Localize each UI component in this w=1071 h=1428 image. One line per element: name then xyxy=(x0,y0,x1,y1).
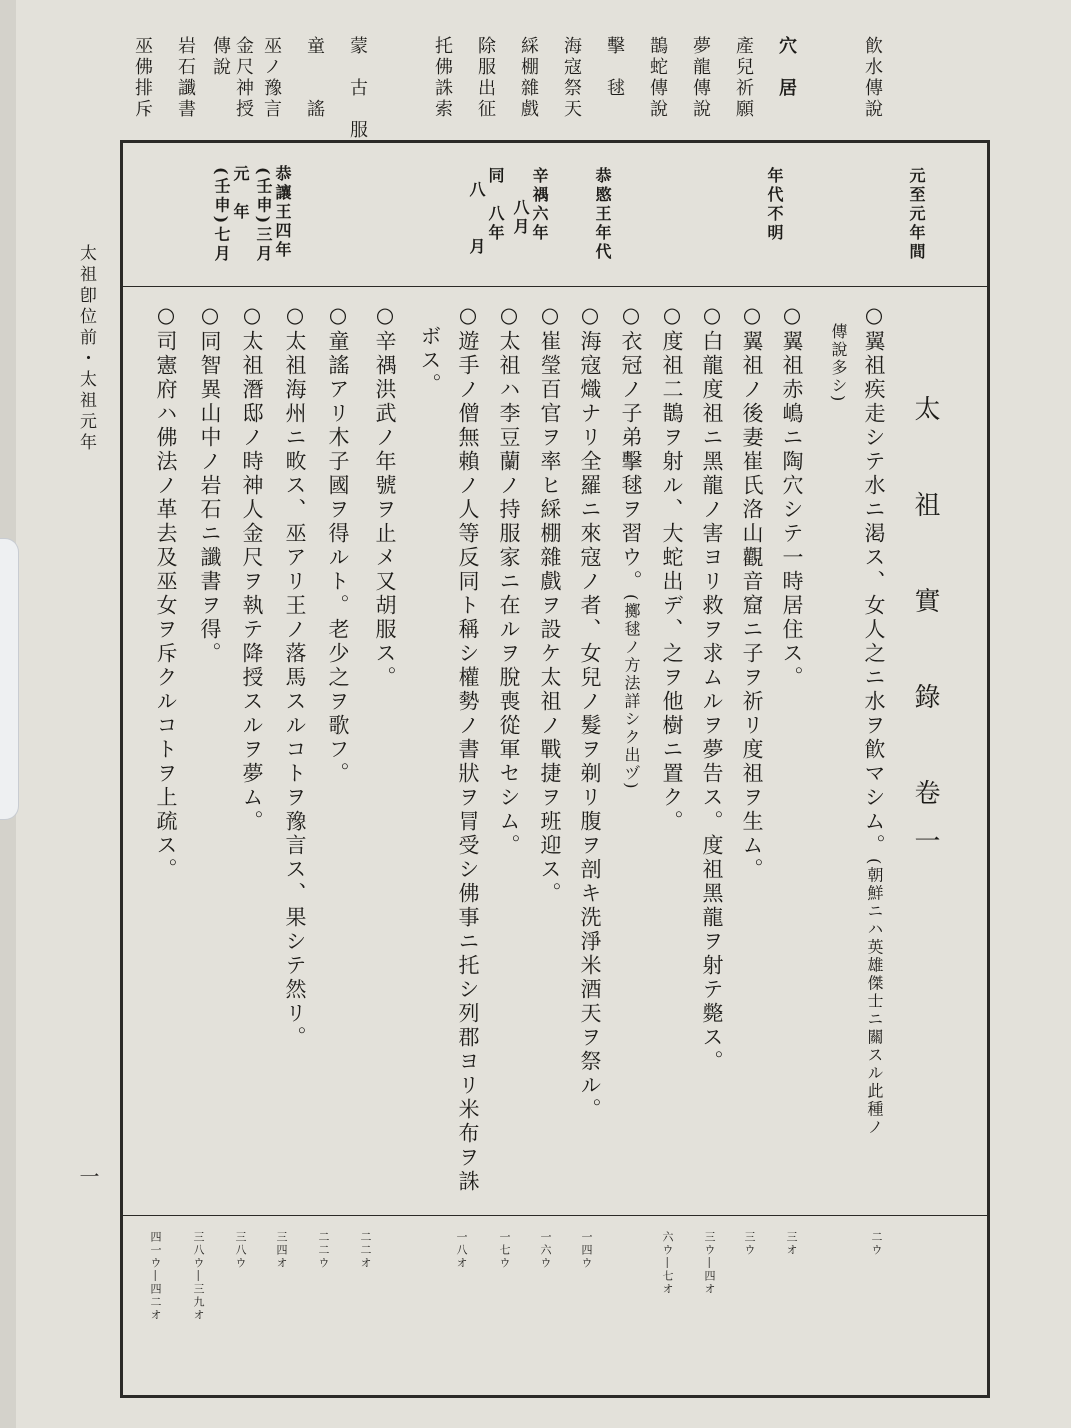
topic-item: 傳說 xyxy=(210,36,231,78)
era-sub-label: (壬申)三月 xyxy=(254,167,273,265)
topic-item: 蒙 古 服 xyxy=(347,36,368,141)
topic-item: 產兒祈願 xyxy=(733,36,754,120)
chapter-title: 太 祖 實 錄 卷一 xyxy=(910,395,940,875)
topic-item: 綵棚雜戲 xyxy=(518,36,539,120)
folio-ref: 一七ウ xyxy=(498,1231,511,1270)
folio-ref: 一四ウ xyxy=(580,1231,593,1270)
folio-ref: 六ウ―七オ xyxy=(661,1231,674,1296)
topic-item: 巫佛排斥 xyxy=(132,36,153,120)
folio-ref: 四一ウ―四二オ xyxy=(149,1231,162,1322)
topic-item: 穴 居 xyxy=(776,36,797,99)
folio-ref: 二二オ xyxy=(359,1231,372,1270)
topic-item: 飮水傳說 xyxy=(862,36,883,120)
topic-item: 鵲蛇傳說 xyxy=(647,36,668,120)
entry-line: ○翼祖赤嶋ニ陶穴シテ一時居住ス。 xyxy=(780,303,804,690)
page-number: 一 xyxy=(76,1166,100,1186)
era-label: 辛禑六年 xyxy=(530,167,549,243)
entry-line: ○翼祖疾走シテ水ニ渇ス、女人之ニ水ヲ飮マシム。(朝鮮ニハ英雄傑士ニ關スル此種ノ xyxy=(862,303,886,1137)
entry-line: ○童謠アリ木子國ヲ得ルト。老少之ヲ歌フ。 xyxy=(326,303,350,786)
era-label: 恭愍王年代 xyxy=(593,167,612,262)
folio-ref: 三ウ xyxy=(743,1231,756,1257)
era-label: 元 年 xyxy=(231,165,250,222)
main-frame xyxy=(120,140,990,1398)
entry-line: ○崔瑩百官ヲ率ヒ綵棚雜戲ヲ設ケ太祖ノ戰捷ヲ班迎ス。 xyxy=(538,303,562,906)
running-head: 太祖卽位前・太祖元年 xyxy=(76,244,96,454)
bookmark-tab xyxy=(0,538,19,820)
entry-note: (擲毬ノ方法詳シク出ヅ) xyxy=(622,594,641,791)
entry-line: ○翼祖ノ後妻崔氏洛山觀音窟ニ子ヲ祈リ度祖ヲ生ム。 xyxy=(740,303,764,882)
era-label: 元至元年間 xyxy=(907,167,926,262)
folio-ref: 二ウ xyxy=(870,1231,883,1257)
topic-item: 金尺神授 xyxy=(233,36,254,120)
entry-line: ○海寇熾ナリ全羅ニ來寇ノ者、女兒ノ髮ヲ剃リ腹ヲ剖キ洗淨米酒天ヲ祭ル。 xyxy=(578,303,602,1122)
entry-note-continuation: 傳說多シ) xyxy=(829,323,848,404)
folio-ref: 三四オ xyxy=(275,1231,288,1270)
era-sub-label: 八 月 xyxy=(467,181,486,257)
topic-item: 童 謠 xyxy=(304,36,325,120)
entry-line: ○白龍度祖ニ黑龍ノ害ヨリ救ヲ求ムルヲ夢告ス。度祖黑龍ヲ射テ斃ス。 xyxy=(700,303,724,1074)
divider-bottom xyxy=(123,1215,987,1216)
entry-line: ○遊手ノ僧無賴ノ人等反同ト稱シ權勢ノ書狀ヲ冐受シ佛事ニ托シ列郡ヨリ米布ヲ誅 xyxy=(456,303,480,1194)
era-label: 恭讓王四年 xyxy=(273,165,292,260)
topic-item: 巫ノ豫言 xyxy=(261,36,282,120)
folio-ref: 一八オ xyxy=(455,1231,468,1270)
entry-line: ○度祖二鵲ヲ射ル、大蛇出デ、之ヲ他樹ニ置ク。 xyxy=(660,303,684,834)
entry-line: ○辛禑洪武ノ年號ヲ止メ又胡服ス。 xyxy=(373,303,397,690)
topic-item: 除服出征 xyxy=(475,36,496,120)
folio-ref: 三八ウ―三九オ xyxy=(192,1231,205,1322)
folio-ref: 三オ xyxy=(785,1231,798,1257)
entry-line: ○同智異山中ノ岩石ニ讖書ヲ得。 xyxy=(198,303,222,666)
entry-line: ○太祖潛邸ノ時神人金尺ヲ執テ降授スルヲ夢ム。 xyxy=(240,303,264,834)
topic-item: 海寇祭天 xyxy=(561,36,582,120)
era-sub-label: 八月 xyxy=(511,199,530,237)
entry-line: ○司憲府ハ佛法ノ革去及巫女ヲ斥クルコトヲ上疏ス。 xyxy=(154,303,178,882)
divider-top xyxy=(123,286,987,287)
topic-item: 托佛誅索 xyxy=(432,36,453,120)
topic-item: 夢龍傳說 xyxy=(690,36,711,120)
book-page xyxy=(16,0,1071,1428)
entry-line: ○太祖ハ李豆蘭ノ持服家ニ在ルヲ脫喪從軍セシム。 xyxy=(497,303,521,858)
folio-ref: 二二ウ xyxy=(317,1231,330,1270)
era-sub-label: (壬申)七月 xyxy=(212,167,231,265)
entry-line-continuation: ボス。 xyxy=(418,325,442,397)
era-label: 年代不明 xyxy=(765,167,784,243)
folio-ref: 一六ウ xyxy=(539,1231,552,1270)
entry-line: ○衣冠ノ子弟擊毬ヲ習ウ。(擲毬ノ方法詳シク出ヅ) xyxy=(619,303,643,791)
entry-note: (朝鮮ニハ英雄傑士ニ關スル此種ノ xyxy=(865,858,884,1137)
folio-ref: 三ウ―四オ xyxy=(703,1231,716,1296)
entry-line: ○太祖海州ニ畋ス、巫アリ王ノ落馬スルコトヲ豫言ス、果シテ然リ。 xyxy=(283,303,307,1050)
topic-item: 擊 毬 xyxy=(604,36,625,99)
folio-ref: 三八ウ xyxy=(234,1231,247,1270)
era-label: 同 八年 xyxy=(486,167,505,243)
topic-item: 岩石讖書 xyxy=(175,36,196,120)
